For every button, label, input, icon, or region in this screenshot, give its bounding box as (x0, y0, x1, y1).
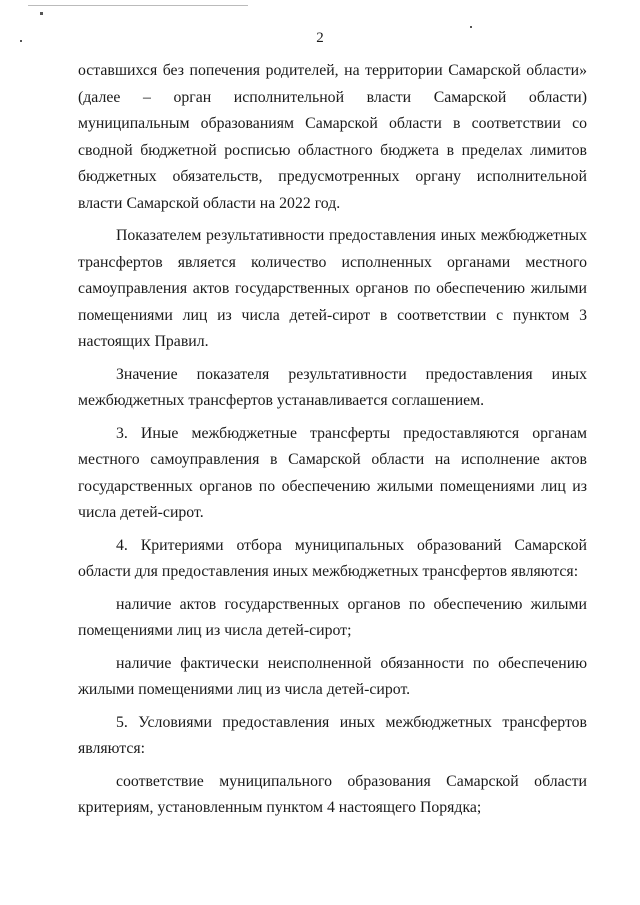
paragraph-item-3: 3. Иные межбюджетные трансферты предоставляются органам местного самоуправления в Самарской области на исполнение актов государственных органов по обеспечению жилыми помещениями лиц из числа детей-сирот. (78, 424, 587, 521)
paragraph-item-5: 5. Условиями предоставления иных межбюджетных трансфертов являются: (78, 713, 587, 757)
paragraph-continuation: оставшихся без попечения родителей, на территории Самарской области» (далее – орган исполнительной власти Самарской области) муниципальным образованиям Самарской области в соответствии со сводной бюджетной росписью областного бюджета в пределах лимитов бюджетных обязательств, предусмотренных органу исполнительной власти Самарской области на 2022 год. (78, 62, 587, 212)
document-body (78, 58, 587, 828)
paragraph-performance-indicator: Показателем результативности предоставления иных межбюджетных трансфертов является количество исполненных органами местного самоуправления актов государственных органов по обеспечению жилыми помещениями лиц из числа детей-сирот в соответствии с пунктом 3 настоящих Правил. (78, 227, 587, 350)
paragraph-criterion-2: наличие фактически неисполненной обязанности по обеспечению жилыми помещениями лиц из числа детей-сирот. (78, 654, 587, 698)
scan-artifact-dot (470, 26, 472, 28)
paragraph-indicator-value: Значение показателя результативности предоставления иных межбюджетных трансфертов устанавливается соглашением. (78, 365, 587, 409)
paragraph-criterion-1: наличие актов государственных органов по обеспечению жилыми помещениями лиц из числа детей-сирот; (78, 595, 587, 639)
page-number: 2 (316, 30, 324, 46)
paragraph-item-4: 4. Критериями отбора муниципальных образований Самарской области для предоставления иных межбюджетных трансфертов являются: (78, 536, 587, 580)
paragraph-condition-1: соответствие муниципального образования Самарской области критериям, установленным пунктом 4 настоящего Порядка; (78, 772, 587, 816)
scan-artifact-dot (40, 12, 43, 15)
scan-artifact-line (28, 5, 248, 6)
